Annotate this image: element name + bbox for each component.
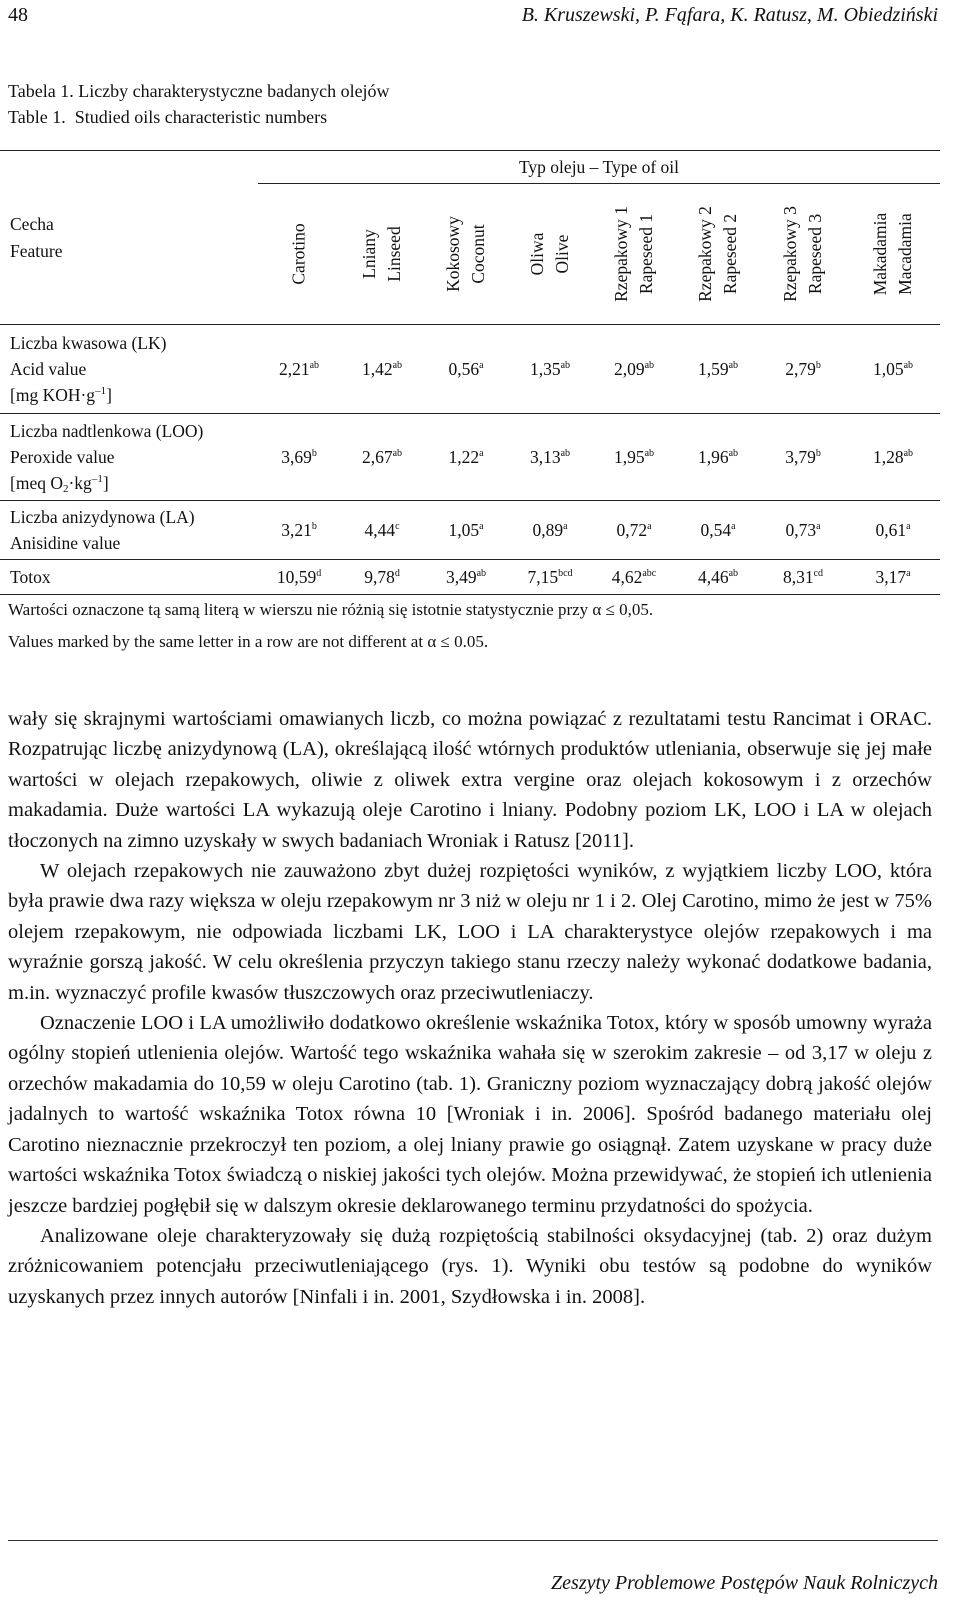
- cell-value: 1,42: [361, 358, 393, 379]
- cell-value: 0,89: [532, 519, 564, 540]
- table-cell: [508, 414, 592, 501]
- paragraph-4: Analizowane oleje charakteryzowały się dużą rozpiętością stabilności oksydacyjnej (tab. 2) oraz dużym zróżnicowaniem potencjału przeciwutleniającego (rys. 1). Wyniki obu testów są podobne do wyników uzyskanych przez innych autorów [Ninfali i in. 2001, Szydłowska i in. 2008].: [8, 1224, 932, 1308]
- type-header-row: [0, 151, 940, 184]
- table-caption: [8, 78, 390, 130]
- table-cell: [760, 560, 846, 595]
- page-header: [8, 4, 938, 34]
- journal-footer: Zeszyty Problemowe Postępów Nauk Rolniczych: [551, 1572, 938, 1594]
- table-cell: [592, 414, 676, 501]
- table-cell: [340, 560, 424, 595]
- table-cell: [340, 501, 424, 560]
- cell-significance-letter: ab: [560, 359, 571, 371]
- cell-value: 1,59: [697, 358, 729, 379]
- row-unit: [meq $O_2\cdot kg^{-1}$]: [10, 473, 109, 495]
- cell-value: 3,79: [785, 446, 816, 467]
- table-cell: [760, 325, 846, 414]
- column-header-en: Linseed: [384, 226, 404, 282]
- cell-significance-letter: a: [647, 520, 652, 532]
- table-cell: [676, 560, 760, 595]
- column-header-pl: Carotino: [288, 223, 309, 285]
- cell-significance-letter: b: [311, 447, 317, 459]
- cell-value: 0,61: [875, 519, 907, 540]
- type-of-oil-header: Typ oleju – Type of oil: [258, 151, 940, 184]
- table-cell: [424, 560, 508, 595]
- paragraph-3: Oznaczenie LOO i LA umożliwiło dodatkowo określenie wskaźnika Totox, który w sposób umowny wyraża ogólny stopień utlenienia olejów. Wartość tego wskaźnika wahała się w szerokim zakresie – od 3,17 w oleju z orzechów makadamia do 10,59 w oleju Carotino (tab. 1). Graniczny poziom wyznaczający dobrą jakość olejów jadalnych to wartość wskaźnika Totox równa 10 [Wroniak i in. 2006]. Spośród badanego materiału olej Carotino nieznacznie przekroczył ten poziom, a olej lniany prawie go osiągnął. Zatem uzyskane w pracy duże wartości wskaźnika Totox świadczą o niskiej jakości tych olejów. Można przewidywać, że stopień ich utlenienia jeszcze bardziej pogłębił się w dalszym okresie deklarowanego terminu przydatności do spożycia.: [8, 1012, 932, 1217]
- column-header: [340, 184, 424, 325]
- table-cell: [424, 501, 508, 560]
- table-cell: [846, 560, 940, 595]
- table-row: [0, 325, 940, 414]
- column-header-pl: Lniany: [359, 229, 379, 279]
- cell-significance-letter: a: [816, 520, 821, 532]
- cell-value: 1,96: [697, 446, 729, 467]
- column-header-en: Macadamia: [895, 213, 915, 295]
- cell-value: 1,05: [448, 519, 480, 540]
- page-number: 48: [8, 4, 28, 26]
- row-unit: [mg $KOH\cdot g^{-1}$]: [10, 385, 112, 405]
- cell-value: 2,21: [278, 358, 310, 379]
- table-cell: [592, 501, 676, 560]
- table-cell: [760, 501, 846, 560]
- cell-value: 4,62: [611, 566, 643, 587]
- table-cell: [846, 501, 940, 560]
- cell-significance-letter: a: [906, 520, 911, 532]
- table-cell: [846, 325, 940, 414]
- table-cell: [760, 414, 846, 501]
- table-cell: [258, 560, 340, 595]
- cell-significance-letter: cd: [813, 567, 824, 579]
- cell-significance-letter: ab: [644, 447, 655, 459]
- body-text: [8, 704, 932, 1312]
- table-notes: [8, 594, 653, 658]
- cell-significance-letter: b: [311, 520, 317, 532]
- cell-value: 7,15: [527, 566, 559, 587]
- table-cell: [424, 325, 508, 414]
- running-authors: B. Kruszewski, P. Fąfara, K. Ratusz, M. Obiedziński: [521, 4, 938, 26]
- table-cell: [340, 414, 424, 501]
- cell-significance-letter: a: [479, 447, 484, 459]
- cell-value: 0,72: [616, 519, 648, 540]
- column-header-en: Rapeseed 3: [805, 213, 825, 295]
- cell-value: 1,35: [529, 358, 561, 379]
- row-label-pl: Liczba kwasowa (LK): [10, 333, 167, 353]
- column-header: [846, 184, 940, 325]
- table-row: [0, 414, 940, 501]
- row-label-en: Peroxide value: [10, 447, 115, 467]
- column-header-pl: Rzepakowy 3: [780, 206, 800, 302]
- cell-value: 10,59: [276, 566, 317, 587]
- cell-significance-letter: a: [479, 520, 484, 532]
- cell-value: 2,67: [361, 446, 393, 467]
- cell-value: 4,46: [697, 566, 729, 587]
- caption-english: Table 1. Studied oils characteristic numbers: [8, 107, 328, 127]
- table-cell: [258, 325, 340, 414]
- row-label-pl: Liczba nadtlenkowa (LOO): [10, 421, 204, 441]
- cell-value: 4,44: [364, 519, 396, 540]
- cell-significance-letter: bcd: [558, 567, 573, 579]
- column-header: [424, 184, 508, 325]
- column-header-pl: Kokosowy: [443, 216, 463, 292]
- table-cell: [676, 414, 760, 501]
- cell-value: 3,13: [529, 446, 561, 467]
- cell-significance-letter: ab: [644, 359, 655, 371]
- column-header: [592, 184, 676, 325]
- column-header-en: Coconut: [468, 224, 488, 284]
- row-label-pl: Liczba anizydynowa (LA): [10, 507, 195, 527]
- cell-value: 3,17: [875, 566, 907, 587]
- cell-significance-letter: ab: [476, 567, 487, 579]
- caption-polish: Tabela 1. Liczby charakterystyczne badanych olejów: [8, 81, 390, 101]
- row-label-pl: Totox: [10, 567, 51, 587]
- cell-value: 2,79: [785, 358, 816, 379]
- cell-significance-letter: ab: [903, 447, 914, 459]
- column-header-en: Olive: [552, 234, 572, 274]
- table-cell: [258, 414, 340, 501]
- cell-significance-letter: ab: [560, 447, 571, 459]
- cell-significance-letter: a: [731, 520, 736, 532]
- note-english: Values marked by the same letter in a row are not different at α ≤ 0.05.: [8, 632, 489, 651]
- table-cell: [508, 560, 592, 595]
- table-cell: [258, 501, 340, 560]
- column-header-pl: Rzepakowy 1: [611, 206, 631, 302]
- table-cell: [508, 501, 592, 560]
- cell-value: 3,69: [281, 446, 312, 467]
- cell-significance-letter: b: [815, 447, 821, 459]
- cell-value: 1,28: [872, 446, 904, 467]
- cell-significance-letter: ab: [392, 447, 403, 459]
- table-cell: [846, 414, 940, 501]
- row-label: [0, 560, 258, 595]
- cell-value: 0,56: [448, 358, 480, 379]
- table-cell: [676, 501, 760, 560]
- cell-value: 9,78: [364, 566, 395, 587]
- column-header: [760, 184, 846, 325]
- cell-value: 3,21: [281, 519, 312, 540]
- cell-value: 0,54: [700, 519, 732, 540]
- row-label: [0, 501, 258, 560]
- cell-significance-letter: c: [395, 520, 400, 532]
- cell-significance-letter: ab: [309, 359, 320, 371]
- paragraph-2: W olejach rzepakowych nie zauważono zbyt dużej rozpiętości wyników, z wyjątkiem liczby LOO, która była prawie dwa razy większa w oleju rzepakowym nr 3 niż w oleju nr 1 i 2. Olej Carotino, mimo że jest w 75% olejem rzepakowym, nie odpowiada liczbami LK, LOO i LA charakterystyce olejów rzepakowych i ma wyraźnie gorszą jakość. W celu określenia przyczyn takiego stanu rzeczy należy wykonać dodatkowe badania, m.in. wyznaczyć profile kwasów tłuszczowych oraz przeciwutleniaczy.: [8, 860, 932, 1004]
- footer-rule: [8, 1540, 938, 1541]
- column-header-en: Rapeseed 2: [720, 213, 740, 295]
- paragraph-1: wały się skrajnymi wartościami omawianych liczb, co można powiązać z rezultatami testu Rancimat i ORAC. Rozpatrując liczbę anizydynową (LA), określającą ilość wtórnych produktów utleniania, obserwuje się jej małe wartości w olejach rzepakowych, oliwie z oliwek extra vergine oraz olejach kokosowym i z orzechów makadamia. Duże wartości LA wykazują oleje Carotino i lniany. Podobny poziom LK, LOO i LA w olejach tłoczonych na zimno uzyskały w swych badaniach Wroniak i Ratusz [2011].: [8, 708, 932, 852]
- feature-header-en: Feature: [10, 240, 63, 261]
- cell-significance-letter: d: [316, 567, 322, 579]
- column-header: [508, 184, 592, 325]
- column-header: [258, 184, 340, 325]
- table-body: [0, 325, 940, 595]
- cell-value: 0,73: [785, 519, 817, 540]
- cell-value: 3,49: [445, 566, 477, 587]
- cell-significance-letter: a: [906, 567, 911, 579]
- cell-value: 2,09: [613, 358, 645, 379]
- cell-significance-letter: d: [394, 567, 400, 579]
- table-row: [0, 501, 940, 560]
- oil-characteristics-table: [0, 150, 940, 595]
- feature-header: [0, 151, 258, 325]
- row-label: [0, 325, 258, 414]
- column-header-pl: Makadamia: [870, 212, 890, 296]
- table-cell: [592, 560, 676, 595]
- table-cell: [592, 325, 676, 414]
- table-cell: [424, 414, 508, 501]
- row-label: [0, 414, 258, 501]
- table-cell: [676, 325, 760, 414]
- cell-significance-letter: ab: [728, 567, 739, 579]
- cell-significance-letter: ab: [392, 359, 403, 371]
- feature-header-pl: Cecha: [10, 213, 54, 234]
- cell-significance-letter: a: [563, 520, 568, 532]
- column-header-en: Rapeseed 1: [636, 213, 656, 295]
- cell-significance-letter: ab: [903, 359, 914, 371]
- cell-significance-letter: b: [815, 359, 821, 371]
- cell-significance-letter: ab: [728, 447, 739, 459]
- table-row: [0, 560, 940, 595]
- cell-value: 1,95: [613, 446, 645, 467]
- row-label-en: Acid value: [10, 359, 87, 379]
- column-header-pl: Oliwa: [527, 232, 547, 276]
- cell-value: 1,05: [872, 358, 904, 379]
- cell-significance-letter: abc: [642, 567, 657, 579]
- cell-significance-letter: a: [479, 359, 484, 371]
- cell-value: 8,31: [782, 566, 814, 587]
- column-header-pl: Rzepakowy 2: [695, 206, 715, 302]
- cell-significance-letter: ab: [728, 359, 739, 371]
- column-header: [676, 184, 760, 325]
- cell-value: 1,22: [448, 446, 480, 467]
- row-label-en: Anisidine value: [10, 533, 121, 553]
- table-cell: [340, 325, 424, 414]
- note-polish: Wartości oznaczone tą samą literą w wierszu nie różnią się istotnie statystycznie przy α ≤ 0,05.: [8, 600, 654, 619]
- table-cell: [508, 325, 592, 414]
